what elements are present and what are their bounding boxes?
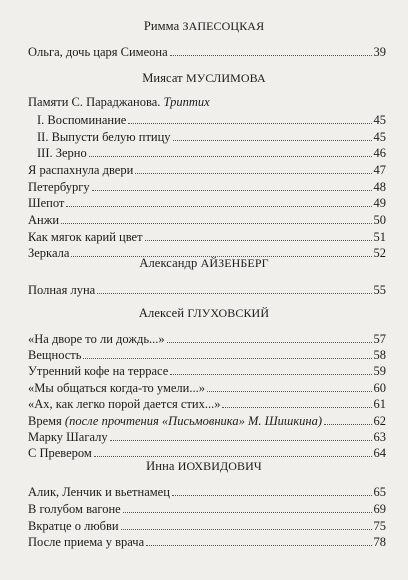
toc-entry[interactable]: [28, 213, 386, 227]
entry-page: 75: [373, 519, 386, 533]
entry-title: Зеркала: [28, 246, 70, 260]
entry-title: Марку Шагалу: [28, 430, 108, 444]
entry-title: Полная луна: [28, 283, 96, 297]
leader-dots: [170, 55, 372, 56]
toc-entry[interactable]: [28, 163, 386, 177]
entry-title-note: (после прочтения «Письмовника» М. Шишкина): [64, 414, 323, 428]
leader-dots: [167, 342, 372, 343]
entry-page: 50: [373, 213, 386, 227]
toc-entry[interactable]: [28, 180, 386, 194]
author-surname: МУСЛИМОВА: [185, 71, 266, 85]
toc-entry[interactable]: [28, 230, 386, 244]
toc-entry[interactable]: [28, 283, 386, 297]
author-first-name: Миясат: [142, 71, 183, 85]
leader-dots: [89, 156, 372, 157]
toc-entry[interactable]: [28, 332, 386, 346]
leader-dots: [222, 407, 371, 408]
leader-dots: [94, 456, 372, 457]
entry-page: 69: [373, 502, 386, 516]
author-heading: [0, 256, 408, 271]
entry-page: 48: [373, 180, 386, 194]
leader-dots: [110, 440, 372, 441]
author-heading: [0, 19, 408, 34]
toc-entry[interactable]: [28, 196, 386, 210]
entry-page: 51: [373, 230, 386, 244]
leader-dots: [207, 391, 372, 392]
leader-dots: [170, 374, 371, 375]
leader-dots: [92, 190, 372, 191]
toc-entry[interactable]: [28, 45, 386, 59]
entry-title: Утренний кофе на террасе: [28, 364, 169, 378]
entry-title-main: Время: [28, 414, 62, 428]
leader-dots: [172, 495, 372, 496]
author-heading: [0, 71, 408, 86]
cycle-name: Памяти С. Параджанова.: [28, 95, 161, 109]
entry-page: 45: [373, 113, 386, 127]
leader-dots: [173, 140, 372, 141]
entry-page: 46: [373, 146, 386, 160]
author-first-name: Алексей: [138, 306, 185, 320]
toc-entry[interactable]: [28, 146, 386, 160]
toc-entry[interactable]: [28, 502, 386, 516]
entry-title: Петербургу: [28, 180, 90, 194]
toc-entry[interactable]: [28, 485, 386, 499]
entry-title: Вещность: [28, 348, 82, 362]
cycle-subtitle: Триптих: [163, 95, 210, 109]
entry-title: III. Зерно: [37, 146, 87, 160]
toc-entry[interactable]: [28, 113, 386, 127]
leader-dots: [123, 512, 372, 513]
leader-dots: [66, 206, 371, 207]
entry-page: 59: [373, 364, 386, 378]
entry-title: Я распахнула двери: [28, 163, 134, 177]
toc-entry[interactable]: [28, 535, 386, 549]
entry-page: 45: [373, 130, 386, 144]
entry-title: В голубом вагоне: [28, 502, 121, 516]
author-surname: АЙЗЕНБЕРГ: [200, 256, 269, 270]
entry-page: 60: [373, 381, 386, 395]
entry-title: «Мы общаться когда-то умели...»: [28, 381, 205, 395]
entry-page: 65: [373, 485, 386, 499]
entry-title: Как мягок карий цвет: [28, 230, 143, 244]
entry-title: «На дворе то ли дождь...»: [28, 332, 165, 346]
entry-title: I. Воспоминание: [37, 113, 127, 127]
leader-dots: [146, 545, 371, 546]
entry-page: 78: [373, 535, 386, 549]
author-surname: ИОХВИДОВИЧ: [177, 459, 262, 473]
toc-entry[interactable]: [28, 364, 386, 378]
entry-page: 61: [373, 397, 386, 411]
entry-title: После приема у врача: [28, 535, 145, 549]
toc-entry[interactable]: [28, 414, 386, 428]
leader-dots: [83, 358, 371, 359]
entry-page: 63: [373, 430, 386, 444]
author-surname: ГЛУХОВСКИЙ: [187, 306, 270, 320]
entry-page: 49: [373, 196, 386, 210]
leader-dots: [121, 529, 372, 530]
leader-dots: [135, 173, 371, 174]
author-heading: [0, 306, 408, 321]
entry-title: [28, 414, 322, 428]
entry-title: С Превером: [28, 446, 92, 460]
entry-page: 39: [373, 45, 386, 59]
cycle-title: [28, 95, 210, 109]
author-first-name: Александр: [139, 256, 198, 270]
entry-page: 52: [373, 246, 386, 260]
entry-title: Алик, Ленчик и вьетнамец: [28, 485, 170, 499]
leader-dots: [128, 123, 371, 124]
entry-page: 62: [373, 414, 386, 428]
toc-entry[interactable]: [28, 130, 386, 144]
leader-dots: [97, 293, 371, 294]
entry-title: II. Выпусти белую птицу: [37, 130, 171, 144]
entry-page: 58: [373, 348, 386, 362]
toc-entry[interactable]: [28, 519, 386, 533]
leader-dots: [145, 240, 372, 241]
entry-title: Ольга, дочь царя Симеона: [28, 45, 168, 59]
author-heading: [0, 459, 408, 474]
leader-dots: [61, 223, 371, 224]
entry-page: 55: [373, 283, 386, 297]
toc-entry[interactable]: [28, 381, 386, 395]
toc-entry[interactable]: [28, 446, 386, 460]
entry-title: Вкратце о любви: [28, 519, 119, 533]
entry-title: Анжи: [28, 213, 60, 227]
leader-dots: [324, 424, 371, 425]
author-surname: ЗАПЕСОЦКАЯ: [182, 19, 265, 33]
entry-title: «Ах, как легко порой дается стих...»: [28, 397, 221, 411]
toc-entry[interactable]: [28, 397, 386, 411]
author-first-name: Инна: [146, 459, 175, 473]
author-first-name: Римма: [143, 19, 180, 33]
entry-page: 57: [373, 332, 386, 346]
toc-entry[interactable]: [28, 348, 386, 362]
entry-page: 47: [373, 163, 386, 177]
entry-page: 64: [373, 446, 386, 460]
entry-title: Шепот: [28, 196, 65, 210]
toc-entry[interactable]: [28, 430, 386, 444]
